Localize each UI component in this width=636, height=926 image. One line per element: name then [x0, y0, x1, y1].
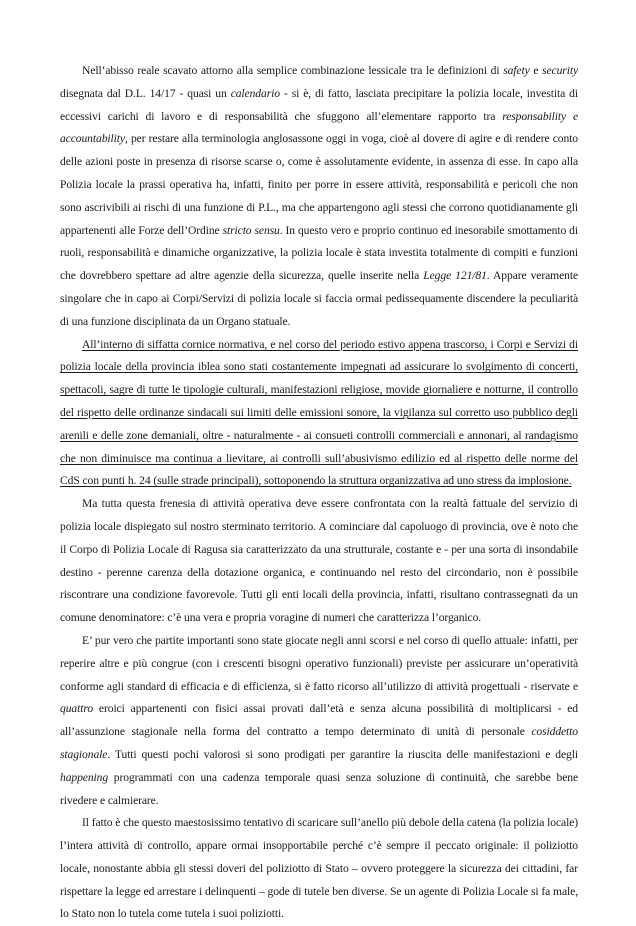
- paragraph-1: [60, 60, 578, 334]
- italic-text-run: calendario: [230, 86, 280, 100]
- text-run: Nell’abisso reale scavato attorno alla semplice combinazione lessicale tra le definizioni di: [82, 64, 504, 77]
- text-run: - si è, di fatto, lasciata precipitare la polizia locale, investita di eccessivi carichi di lavoro e di responsabilità che sfuggono all’elementare rapporto tra: [60, 86, 579, 123]
- document-page: [60, 60, 578, 926]
- italic-text-run: cosiddetto stagionale: [60, 725, 578, 761]
- paragraph-3: [60, 493, 578, 630]
- text-run: disegnata dal D.L. 14/17 - quasi un: [60, 86, 231, 100]
- text-run: . Tutti questi pochi valorosi si sono prodigati per garantire la riuscita delle manifestazioni e degli: [107, 747, 578, 761]
- italic-text-run: stricto sensu: [222, 223, 280, 237]
- italic-text-run: Legge 121/81: [423, 269, 487, 283]
- text-run: programmati con una cadenza temporale quasi senza soluzione di continuità, che sarebbe bene rivedere e calmierare.: [60, 770, 578, 807]
- text-run: e: [529, 64, 543, 77]
- paragraph-4: [60, 630, 578, 812]
- paragraph-2: [60, 334, 578, 494]
- text-run: eroici appartenenti con fisici assai provati dall’età e senza alcuna possibilità di moltiplicarsi - ed all’assunzione stagionale nella forma del contratto a tempo determinato di unità di personale: [60, 702, 578, 739]
- italic-text-run: happening: [60, 770, 109, 784]
- text-run: All’interno di siffatta cornice normativa, e nel corso del periodo estivo appena trascorso, i Corpi e Servizi di polizia locale della provincia iblea sono stati costantemente impegnati ad assicurare lo svolgimento di concerti, spettacoli, sagre di tutte le tipologie culturali, manifestazioni religiose, movide giornaliere e notturne, il controllo del rispetto delle ordinanze sindacali sui limiti delle emissioni sonore, la vigilanza sul corretto uso pubblico degli arenili e delle zone demaniali, oltre - naturalmente - ai consueti controlli commerciali e annonari, al randagismo che non diminuisce ma continua a lievitare, ai controlli sull’abusivismo edilizio ed al rispetto delle norme del CdS con punti h. 24 (sulle strade principali), sottoponendo la struttura organizzativa ad uno stress da implosione.: [60, 337, 578, 488]
- italic-text-run: responsability e accountability: [60, 109, 578, 146]
- text-run: Il fatto è che questo maestosissimo tentativo di scaricare sull’anello più debole della catena (la polizia locale) l’intera attività di controllo, appare ormai insopportabile perché c’è sempre il peccato originale: il poliziotto locale, nonostante abbia gli stessi doveri del poliziotto di Stato – ovvero proteggere la sicurezza dei cittadini, far rispettare la legge ed arrestare i delinquenti – gode di tutele ben diverse. Se un agente di Polizia Locale si fa male, lo Stato non lo tutela come tutela i suoi poliziotti.: [60, 816, 578, 921]
- paragraph-5: [60, 812, 578, 926]
- italic-text-run: security: [542, 64, 578, 77]
- text-run: , per restare alla terminologia anglosassone oggi in voga, cioè al dovere di agire e di rendere conto delle azioni poste in presenza di risorse scarse o, come è assolutamente evidente, in assenza di esse. In capo alla Polizia locale la prassi operativa ha, infatti, finito per porre in essere attività, responsabilità e pericoli che non sono ascrivibili ai rischi di una funzione di P.L., ma che appartengono agli stessi che corrono quotidianamente gli appartenenti alle Forze dell’Ordine: [60, 132, 578, 237]
- italic-text-run: quattro: [60, 702, 94, 716]
- text-run: . Appare veramente singolare che in capo ai Corpi/Servizi di polizia locale si faccia ormai pedissequamente discendere la peculiarità di una funzione disciplinata da un Organo statuale.: [60, 269, 578, 328]
- text-run: E’ pur vero che partite importanti sono state giocate negli anni scorsi e nel corso di quello attuale: infatti, per reperire altre e più congrue (con i crescenti bisogni operativo funzionali) previste per assicurare un’operatività conforme agli standard di efficacia e di efficienza, si è fatto ricorso all’utilizzo di attività progettuali - riservate e: [60, 633, 578, 693]
- text-run: Ma tutta questa frenesia di attività operativa deve essere confrontata con la realtà fattuale del servizio di polizia locale dispiegato sul nostro sterminato territorio. A cominciare dal capoluogo di provincia, ove è noto che il Corpo di Polizia Locale di Ragusa sia caratterizzato da una strutturale, costante e - per una sorta di insondabile destino - perenne carenza della dotazione organica, e continuando nel resto del circondario, non è possibile riscontrare una condizione favorevole. Tutti gli enti locali della provincia, infatti, risultano contrassegnati da un comune denominatore: c’è una vera e propria voragine di numeri che caratterizza l’organico.: [60, 497, 578, 625]
- italic-text-run: safety: [503, 64, 530, 77]
- text-run: . In questo vero e proprio continuo ed inesorabile smottamento di ruoli, responsabilità e dinamiche organizzative, la polizia locale è stata investita totalmente di compiti e funzioni che dovrebbero spettare ad altre agenzie della sicurezza, quelle inserite nella: [60, 223, 578, 283]
